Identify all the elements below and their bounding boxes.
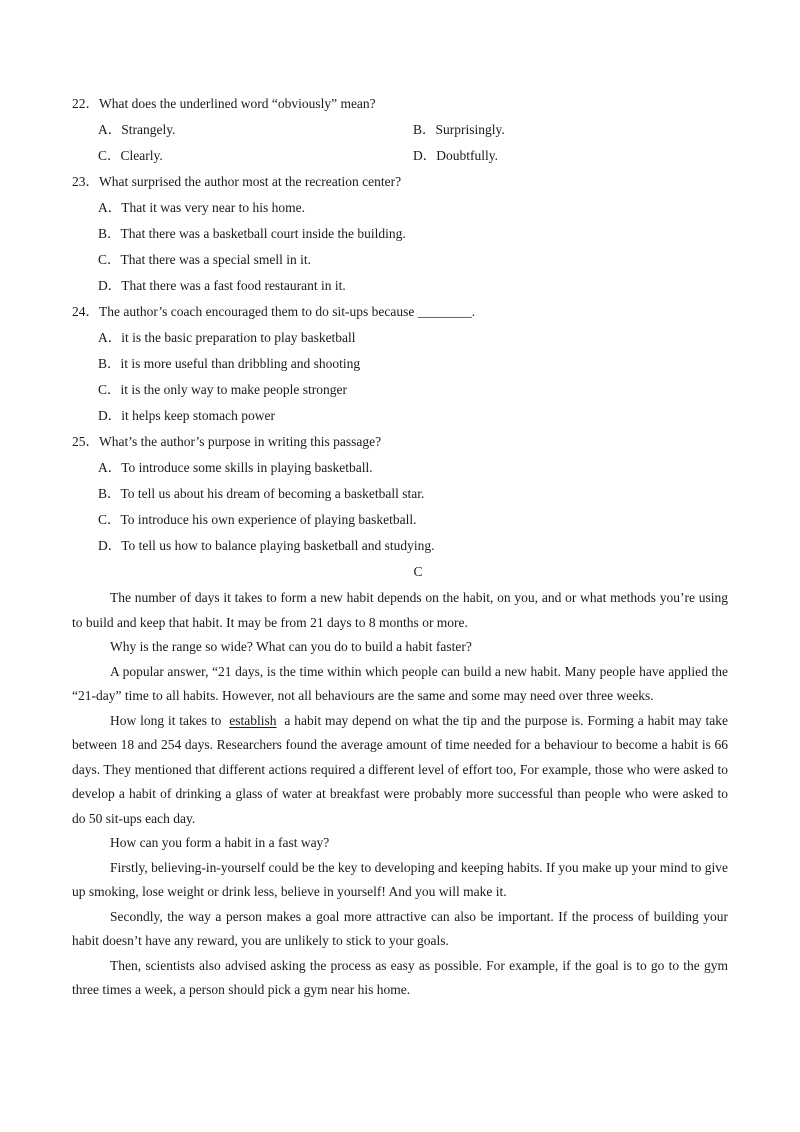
option-d: D．Doubtfully. <box>413 148 498 163</box>
question-stem: 25．What’s the author’s purpose in writing this passage? <box>72 434 382 449</box>
options-row <box>72 146 728 172</box>
question-23 <box>72 172 728 302</box>
option-b: B．it is more useful than dribbling and shooting <box>98 356 361 371</box>
option-a: A．That it was very near to his home. <box>98 200 305 215</box>
paragraph-text-after: a habit may depend on what the tip and the purpose is. Forming a habit may take between 18 and 254 days. Researchers found the average amount of time needed for a behaviour to become a habit is 66 days. They mentioned that different actions required a different level of effort too, For example, those who were asked to develop a habit of drinking a glass of water at breakfast were probably more successful than people who were asked to do 50 sit-ups each day. <box>72 712 729 826</box>
option-c: C．That there was a special smell in it. <box>98 252 311 267</box>
option-d: D．To tell us how to balance playing basketball and studying. <box>98 538 435 553</box>
question-stem: 22．What does the underlined word “obviously” mean? <box>72 96 376 111</box>
paragraph: A popular answer, “21 days, is the time within which people can build a new habit. Many people have applied the “21-day” time to all habits. However, not all behaviours are the same and some may need over three weeks. <box>72 663 728 703</box>
options-row <box>72 120 728 146</box>
paragraph: Then, scientists also advised asking the process as easy as possible. For example, if the goal is to go to the gym three times a week, a person should pick a gym near his home. <box>72 957 728 997</box>
question-25 <box>72 432 728 562</box>
question-22 <box>72 94 728 172</box>
paragraph: How can you form a habit in a fast way? <box>110 835 330 850</box>
option-b: B．Surprisingly. <box>413 122 505 137</box>
passage <box>72 586 728 1003</box>
option-b: B．To tell us about his dream of becoming a basketball star. <box>98 486 425 501</box>
exam-page <box>72 94 728 1003</box>
question-stem: 23．What surprised the author most at the recreation center? <box>72 174 402 189</box>
option-d: D．it helps keep stomach power <box>98 408 275 423</box>
option-b: B．That there was a basketball court inside the building. <box>98 226 406 241</box>
paragraph: Firstly, believing-in-yourself could be the key to developing and keeping habits. If you make up your mind to give up smoking, lose weight or drink less, believe in yourself! And you will make it. <box>72 859 728 899</box>
option-c: C．Clearly. <box>98 148 163 163</box>
question-stem: 24．The author’s coach encouraged them to do sit-ups because ________. <box>72 304 476 319</box>
option-a: A．Strangely. <box>98 122 176 137</box>
paragraph: The number of days it takes to form a new habit depends on the habit, on you, and or what methods you’re using to build and keep that habit. It may be from 21 days to 8 months or more. <box>72 590 728 630</box>
option-d: D．That there was a fast food restaurant in it. <box>98 278 346 293</box>
option-c: C．To introduce his own experience of playing basketball. <box>98 512 417 527</box>
paragraph <box>72 709 728 832</box>
underlined-word: establish <box>229 712 277 728</box>
paragraph: Why is the range so wide? What can you do to build a habit faster? <box>110 639 472 654</box>
option-a: A．To introduce some skills in playing basketball. <box>98 460 373 475</box>
section-heading: C <box>413 564 423 579</box>
option-a: A．it is the basic preparation to play basketball <box>98 330 356 345</box>
option-c: C．it is the only way to make people stronger <box>98 382 347 397</box>
question-24 <box>72 302 728 432</box>
paragraph: Secondly, the way a person makes a goal more attractive can also be important. If the process of building your habit doesn’t have any reward, you are unlikely to stick to your goals. <box>72 908 728 948</box>
paragraph-text-before: How long it takes to <box>110 712 222 728</box>
